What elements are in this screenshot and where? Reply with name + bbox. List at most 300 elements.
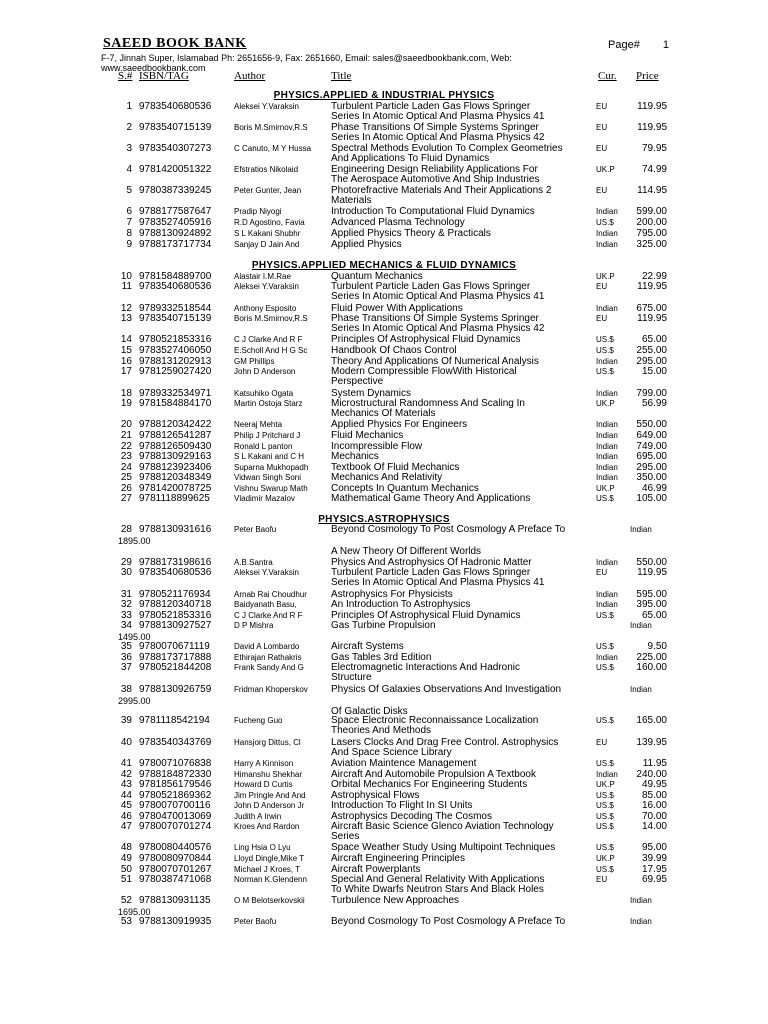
author: Arnab Rai Choudhur (234, 590, 307, 599)
isbn: 9788120348349 (139, 472, 212, 483)
currency: EU (596, 102, 608, 111)
price: 799.00 (636, 388, 667, 399)
row-number: 22 (120, 441, 132, 452)
isbn: 9788126509430 (139, 441, 212, 452)
table-row (0, 451, 768, 462)
isbn: 9788130924892 (139, 228, 212, 239)
title: Astrophysics Decoding The Cosmos (331, 811, 492, 822)
isbn: 9781584889700 (139, 271, 212, 282)
page-indicator (608, 39, 669, 51)
row-number: 32 (120, 599, 132, 610)
currency: Indian (596, 770, 618, 779)
price: 139.95 (636, 737, 667, 748)
title: Principles Of Astrophysical Fluid Dynamics (331, 334, 521, 345)
table-row (0, 800, 768, 811)
row-number: 27 (120, 493, 132, 504)
row-number: 17 (120, 366, 132, 377)
address-line-2: www.saeedbookbank.com (101, 63, 206, 73)
section-heading: PHYSICS.ASTROPHYSICS (318, 514, 450, 525)
table-row (0, 620, 768, 631)
price: 749.00 (636, 441, 667, 452)
price: 65.00 (641, 334, 667, 345)
author: Efstratios Nikolaid (234, 165, 299, 174)
table-row (0, 758, 768, 769)
author: Peter Gunter, Jean (234, 186, 302, 195)
author: Anthony Esposito (234, 304, 297, 313)
row-number: 48 (120, 842, 132, 853)
isbn: 9780521869362 (139, 790, 212, 801)
table-row (0, 345, 768, 356)
row-number: 21 (120, 430, 132, 441)
author: Aleksei Y.Varaksin (234, 102, 299, 111)
title-continuation: Materials (331, 195, 372, 206)
currency: US.$ (596, 367, 614, 376)
price: 14.00 (641, 821, 667, 832)
isbn: 9780387339245 (139, 185, 212, 196)
price: 119.95 (637, 122, 667, 133)
price: 599.00 (636, 206, 667, 217)
currency: Indian (630, 917, 652, 926)
currency: US.$ (596, 865, 614, 874)
row-number: 10 (120, 271, 132, 282)
currency: Indian (596, 590, 618, 599)
price: 16.00 (641, 800, 667, 811)
title-continuation: Mechanics Of Materials (331, 408, 436, 419)
price: 550.00 (636, 419, 667, 430)
author: Harry A Kinnison (234, 759, 294, 768)
title: Orbital Mechanics For Engineering Students (331, 779, 528, 790)
table-row (0, 641, 768, 652)
row-number: 30 (120, 567, 132, 578)
author: Vishnu Swarup Math (234, 484, 308, 493)
title: Photorefractive Materials And Their Applications 2 (331, 185, 552, 196)
title-continuation: Series (331, 831, 360, 842)
isbn: 9781420078725 (139, 483, 212, 494)
currency: Indian (630, 685, 652, 694)
currency: Indian (596, 431, 618, 440)
price: 114.95 (637, 185, 667, 196)
title: Aircraft Engineering Principles (331, 853, 465, 864)
table-row (0, 366, 768, 377)
title: Astrophysics For Physicists (331, 589, 453, 600)
row-number: 5 (126, 185, 132, 196)
title: Applied Physics (331, 239, 402, 250)
isbn: 9780521844208 (139, 662, 212, 673)
title: Phase Transitions Of Simple Systems Springer (331, 313, 539, 324)
title-continuation: Perspective (331, 376, 384, 387)
author: Alastair I.M.Rae (234, 272, 291, 281)
table-row (0, 206, 768, 217)
author: C Canuto, M Y Hussa (234, 144, 312, 153)
isbn: 9781259027420 (139, 366, 212, 377)
row-number: 15 (120, 345, 132, 356)
title: Aircraft And Automobile Propulsion A Textbook (331, 769, 536, 780)
currency: Indian (596, 240, 618, 249)
row-number: 50 (120, 864, 132, 875)
currency: EU (596, 314, 608, 323)
author: Suparna Mukhopadh (234, 463, 309, 472)
currency: Indian (596, 229, 618, 238)
page-label: Page# (608, 39, 640, 51)
price: 15.00 (641, 366, 667, 377)
author: Ronald L panton (234, 442, 293, 451)
author: John D Anderson (234, 367, 296, 376)
isbn: 9788131202913 (139, 356, 212, 367)
title: Physics And Astrophysics Of Hadronic Matter (331, 557, 532, 568)
title: System Dynamics (331, 388, 412, 399)
row-number: 44 (120, 790, 132, 801)
author: Sanjay D Jain And (234, 240, 300, 249)
isbn: 9780070701267 (139, 864, 212, 875)
author: C J Clarke And R F (234, 335, 303, 344)
isbn: 9788120340718 (139, 599, 212, 610)
isbn: 9783540715139 (139, 122, 212, 133)
section-heading: PHYSICS.APPLIED & INDUSTRIAL PHYSICS (273, 90, 495, 101)
author: Lloyd Dingle,Mike T (234, 854, 305, 863)
table-row (0, 853, 768, 864)
isbn: 9780070701274 (139, 821, 212, 832)
currency: Indian (596, 207, 618, 216)
price: 119.95 (637, 281, 667, 292)
price: 295.00 (636, 462, 667, 473)
table-row (0, 493, 768, 504)
currency: EU (596, 738, 608, 747)
table-row (0, 524, 768, 535)
isbn: 9780521853316 (139, 610, 212, 621)
author: Aleksei Y.Varaksin (234, 282, 299, 291)
isbn: 9783540680536 (139, 567, 212, 578)
isbn: 9783540307273 (139, 143, 212, 154)
title: Astrophysical Flows (331, 790, 420, 801)
title: Turbulent Particle Laden Gas Flows Springer (331, 567, 531, 578)
row-number: 38 (120, 684, 132, 695)
author: Himanshu Shekhar (234, 770, 303, 779)
title-continuation: Theories And Methods (331, 725, 432, 736)
title: Engineering Design Reliability Applications For (331, 164, 538, 175)
title: Fluid Power With Applications (331, 303, 463, 314)
price: 46.99 (641, 483, 667, 494)
title-continuation: Series In Atomic Optical And Plasma Physics 41 (331, 111, 545, 122)
table-row (0, 430, 768, 441)
title-continuation: Series In Atomic Optical And Plasma Physics 41 (331, 577, 545, 588)
table-row (0, 228, 768, 239)
price: 49.95 (641, 779, 667, 790)
author: Peter Baofu (234, 917, 277, 926)
currency: US.$ (596, 812, 614, 821)
price: 2995.00 (118, 696, 151, 706)
column-header-price: Price (636, 70, 659, 82)
isbn: 9780470013069 (139, 811, 212, 822)
currency: US.$ (596, 611, 614, 620)
row-number: 16 (120, 356, 132, 367)
author: R.D Agostino, Favia (234, 218, 305, 227)
currency: Indian (596, 420, 618, 429)
title: Quantum Mechanics (331, 271, 423, 282)
row-number: 28 (120, 524, 132, 535)
title: Gas Tables 3rd Edition (331, 652, 432, 663)
title: Gas Turbine Propulsion (331, 620, 436, 631)
row-number: 37 (120, 662, 132, 673)
column-header-sno: S.# (118, 70, 133, 82)
row-number: 14 (120, 334, 132, 345)
title: Advanced Plasma Technology (331, 217, 465, 228)
isbn: 9781118899625 (139, 493, 210, 504)
isbn: 9780080440576 (139, 842, 212, 853)
title: Textbook Of Fluid Mechanics (331, 462, 460, 473)
author: Boris M.Smirnov,R.S (234, 123, 308, 132)
title: Beyond Cosmology To Post Cosmology A Preface To (331, 916, 566, 927)
author: Kroes And Rardon (234, 822, 300, 831)
title: Beyond Cosmology To Post Cosmology A Preface To (331, 524, 566, 535)
author: Baidyanath Basu, (234, 600, 297, 609)
currency: UK.P (596, 854, 615, 863)
page-number: 1 (662, 39, 669, 51)
isbn: 9788130926759 (139, 684, 212, 695)
author: S L Kakani and C H (234, 452, 304, 461)
isbn: 9788126541287 (139, 430, 212, 441)
currency: Indian (596, 600, 618, 609)
isbn: 9788130919935 (139, 916, 212, 927)
table-row (0, 185, 768, 196)
price: 395.00 (636, 599, 667, 610)
title: An Introduction To Astrophysics (331, 599, 471, 610)
author: Judith A Irwin (234, 812, 282, 821)
author: E.Scholl And H G Sc (234, 346, 308, 355)
price: 225.00 (636, 652, 667, 663)
table-row (0, 334, 768, 345)
isbn: 9788173717888 (139, 652, 212, 663)
currency: US.$ (596, 843, 614, 852)
author: Neeraj Mehta (234, 420, 283, 429)
author: Hansjorg Dittus, Cl (234, 738, 301, 747)
row-number: 43 (120, 779, 132, 790)
currency: UK.P (596, 165, 615, 174)
row-number: 29 (120, 557, 132, 568)
isbn: 9781420051322 (139, 164, 212, 175)
row-number: 46 (120, 811, 132, 822)
currency: US.$ (596, 663, 614, 672)
title: Introduction To Computational Fluid Dynamics (331, 206, 535, 217)
price: 795.00 (636, 228, 667, 239)
isbn: 9780387471068 (139, 874, 212, 885)
price: 95.00 (641, 842, 667, 853)
author: Peter Baofu (234, 525, 277, 534)
currency: Indian (596, 558, 618, 567)
author: Fucheng Guo (234, 716, 283, 725)
title: Mechanics And Relativity (331, 472, 443, 483)
table-row (0, 239, 768, 250)
row-number: 13 (120, 313, 132, 324)
currency: Indian (630, 525, 652, 534)
title: Modern Compressible FlowWith Historical (331, 366, 517, 377)
row-number: 11 (121, 281, 132, 292)
isbn: 9788184872330 (139, 769, 212, 780)
price: 39.99 (641, 853, 667, 864)
price: 119.95 (637, 313, 667, 324)
isbn: 9783540680536 (139, 101, 212, 112)
row-number: 36 (120, 652, 132, 663)
row-number: 51 (120, 874, 132, 885)
author: D P Mishra (234, 621, 274, 630)
title: Turbulent Particle Laden Gas Flows Springer (331, 281, 531, 292)
row-number: 39 (120, 715, 132, 726)
table-row (0, 419, 768, 430)
title: Special And General Relativity With Applications (331, 874, 545, 885)
currency: EU (596, 568, 608, 577)
title: Phase Transitions Of Simple Systems Springer (331, 122, 539, 133)
isbn: 9783540680536 (139, 281, 212, 292)
currency: UK.P (596, 780, 615, 789)
table-row (0, 916, 768, 927)
isbn: 9780521853316 (139, 334, 212, 345)
title: Mechanics (331, 451, 379, 462)
isbn: 9780070700116 (139, 800, 211, 811)
isbn: 9780521176934 (139, 589, 211, 600)
isbn: 9788173717734 (139, 239, 212, 250)
title-continuation: And Space Science Library (331, 747, 452, 758)
row-number: 49 (120, 853, 132, 864)
row-number: 41 (120, 758, 132, 769)
title: Applied Physics For Engineers (331, 419, 468, 430)
author: Pradip Niyogi (234, 207, 282, 216)
price: 56.99 (641, 398, 667, 409)
row-number: 35 (120, 641, 132, 652)
isbn: 9783527405916 (139, 217, 212, 228)
currency: US.$ (596, 822, 614, 831)
price: 9.50 (647, 641, 667, 652)
table-row (0, 779, 768, 790)
price: 79.95 (641, 143, 667, 154)
currency: EU (596, 875, 608, 884)
currency: US.$ (596, 218, 614, 227)
currency: Indian (630, 896, 652, 905)
title: Space Electronic Reconnaissance Localization (331, 715, 539, 726)
title: Turbulent Particle Laden Gas Flows Springer (331, 101, 531, 112)
row-number: 12 (120, 303, 132, 314)
author: Jim Pringle And And (234, 791, 306, 800)
price: 22.99 (641, 271, 667, 282)
price: 255.00 (636, 345, 667, 356)
title-continuation: Of Galactic Disks (331, 706, 408, 717)
author: O M Belotserkovskii (234, 896, 305, 905)
row-number: 8 (126, 228, 132, 239)
author: Philip J Pritchard J (234, 431, 301, 440)
price: 595.00 (636, 589, 667, 600)
price: 240.00 (636, 769, 667, 780)
title-continuation: Series In Atomic Optical And Plasma Physics 41 (331, 291, 545, 302)
table-row (0, 895, 768, 906)
author: C J Clarke And R F (234, 611, 303, 620)
author: Vidwan Singh Soni (234, 473, 302, 482)
currency: EU (596, 123, 608, 132)
price: 74.99 (641, 164, 667, 175)
price: 119.95 (637, 567, 667, 578)
title: Turbulence New Approaches (331, 895, 460, 906)
isbn: 9788130927527 (139, 620, 212, 631)
isbn: 9783540343769 (139, 737, 212, 748)
row-number: 20 (120, 419, 132, 430)
row-number: 34 (120, 620, 132, 631)
column-header-author: Author (234, 70, 266, 82)
row-number: 1 (126, 101, 132, 112)
price: 325.00 (636, 239, 667, 250)
price: 11.95 (642, 758, 667, 769)
author: John D Anderson Jr (234, 801, 305, 810)
price: 295.00 (636, 356, 667, 367)
isbn: 9789332534971 (139, 388, 212, 399)
row-number: 31 (120, 589, 132, 600)
author: Ling Hsia O Lyu (234, 843, 291, 852)
row-number: 18 (120, 388, 132, 399)
company-name: SAEED BOOK BANK (103, 36, 247, 51)
currency: UK.P (596, 484, 615, 493)
title: Handbook Of Chaos Control (331, 345, 457, 356)
author: A.B.Santra (234, 558, 273, 567)
price: 69.95 (641, 874, 667, 885)
currency: US.$ (596, 642, 614, 651)
currency: US.$ (596, 716, 614, 725)
currency: EU (596, 282, 608, 291)
author: Michael J Kroes, T (234, 865, 301, 874)
row-number: 9 (126, 239, 132, 250)
column-header-currency: Cur. (598, 70, 617, 82)
title: Aircraft Systems (331, 641, 404, 652)
title-continuation: To White Dwarfs Neutron Stars And Black Holes (331, 884, 544, 895)
isbn: 9781584884170 (139, 398, 212, 409)
title: Introduction To Flight In SI Units (331, 800, 473, 811)
currency: EU (596, 144, 608, 153)
price: 105.00 (636, 493, 667, 504)
author: Ethirajan Rathakris (234, 653, 302, 662)
author: S L Kakani Shubhr (234, 229, 301, 238)
currency: Indian (596, 442, 618, 451)
row-number: 25 (120, 472, 132, 483)
author: GM Phillips (234, 357, 275, 366)
currency: Indian (596, 389, 618, 398)
title: Concepts In Quantum Mechanics (331, 483, 479, 494)
author: Vladimir Mazalov (234, 494, 295, 503)
price: 165.00 (636, 715, 667, 726)
price: 119.95 (637, 101, 667, 112)
row-number: 4 (126, 164, 132, 175)
row-number: 52 (120, 895, 132, 906)
price: 160.00 (636, 662, 667, 673)
price: 675.00 (636, 303, 667, 314)
currency: US.$ (596, 346, 614, 355)
author: Howard D Curtis (234, 780, 293, 789)
row-number: 33 (120, 610, 132, 621)
currency: UK.P (596, 399, 615, 408)
currency: Indian (596, 653, 618, 662)
title: Space Weather Study Using Multipoint Techniques (331, 842, 556, 853)
currency: US.$ (596, 335, 614, 344)
isbn: 9788173198616 (139, 557, 212, 568)
isbn: 9780080970844 (139, 853, 212, 864)
currency: Indian (630, 621, 652, 630)
title: Applied Physics Theory & Practicals (331, 228, 491, 239)
price: 649.00 (636, 430, 667, 441)
author: Boris M.Smirnov,R.S (234, 314, 308, 323)
currency: Indian (596, 357, 618, 366)
price: 1495.00 (118, 632, 151, 642)
isbn: 9788130931135 (139, 895, 211, 906)
author: Aleksei Y.Varaksin (234, 568, 299, 577)
author: Katsuhiko Ogata (234, 389, 294, 398)
row-number: 53 (120, 916, 132, 927)
row-number: 40 (120, 737, 132, 748)
title: Physics Of Galaxies Observations And Investigation (331, 684, 562, 695)
table-row (0, 842, 768, 853)
